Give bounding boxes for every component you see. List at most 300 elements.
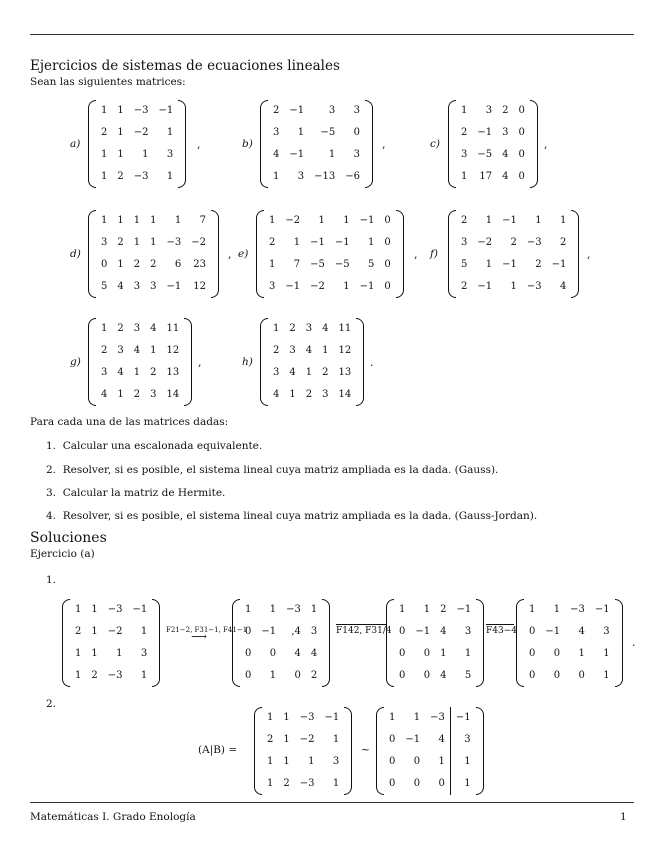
- matrix-cell: 1: [91, 648, 98, 659]
- punct-h: .: [370, 356, 374, 369]
- matrix-cell: 0: [269, 648, 277, 659]
- matrix-h: [260, 318, 364, 406]
- matrix-cell: 1: [101, 215, 108, 226]
- matrix-cell: 1: [174, 215, 182, 226]
- matrix-body: [516, 599, 623, 687]
- matrix-cell: 1: [140, 626, 148, 637]
- matrix-cell: 2: [133, 259, 141, 270]
- matrix-cell: 3: [273, 127, 280, 138]
- right-paren: [476, 599, 484, 687]
- matrix-cell: 1: [450, 751, 475, 773]
- matrix-row: [262, 751, 344, 773]
- matrix-cell: 1: [389, 712, 396, 723]
- matrix-cell: −3: [570, 604, 585, 615]
- step1-end-punct: .: [632, 636, 636, 649]
- step1-matrix-2: [386, 599, 484, 687]
- matrix-cell: 1: [269, 259, 276, 270]
- matrix-cell: 0: [518, 127, 525, 138]
- matrix-cell: 1: [91, 626, 98, 637]
- matrix-row: [268, 122, 365, 144]
- matrix-cell: 4: [440, 670, 447, 681]
- matrix-cell: −3: [107, 670, 123, 681]
- matrix-cell: 1: [332, 734, 340, 745]
- matrix-row: [240, 621, 322, 643]
- matrix-cell: 3: [603, 626, 610, 637]
- matrix-cell: 3: [461, 149, 468, 160]
- matrix-row: [96, 210, 211, 232]
- matrix-cell: 12: [166, 345, 180, 356]
- row-op-2-text: F142, F31/4: [336, 626, 392, 636]
- matrix-cell: 2: [150, 367, 157, 378]
- matrix-cell: 4: [133, 345, 141, 356]
- matrix-cell: −1: [261, 626, 277, 637]
- matrix-cell: ,4: [291, 626, 301, 637]
- matrix-cell: 1: [413, 712, 421, 723]
- matrix-body: [88, 100, 186, 188]
- matrix-cell: 4: [117, 367, 124, 378]
- matrix-cell: 1: [535, 215, 542, 226]
- matrix-cell: −2: [107, 626, 123, 637]
- matrix-cell: 1: [140, 670, 148, 681]
- matrix-cell: 1: [603, 670, 610, 681]
- matrix-cell: 0: [413, 756, 421, 767]
- matrix-row: [394, 643, 476, 665]
- step1-matrix-0: [62, 599, 160, 687]
- left-paren: [376, 707, 384, 795]
- matrix-row: [264, 276, 396, 298]
- matrix-row: [240, 599, 322, 621]
- task-num: 2.: [46, 464, 57, 476]
- matrix-cell: 11: [338, 323, 352, 334]
- matrix-cell: 2: [117, 171, 124, 182]
- matrix-table: [96, 318, 184, 406]
- matrix-row: [268, 166, 365, 188]
- matrix-cell: 13: [338, 367, 352, 378]
- label-b: b): [242, 138, 253, 150]
- matrix-cell: 3: [322, 389, 329, 400]
- row-op-3-text: F43−4: [486, 626, 517, 636]
- matrix-body: [260, 318, 364, 406]
- matrix-row: [384, 773, 476, 795]
- right-paren: [344, 707, 352, 795]
- matrix-cell: −1: [456, 604, 472, 615]
- matrix-row: [70, 621, 152, 643]
- step1-matrix-1: [232, 599, 330, 687]
- label-e: e): [238, 248, 249, 260]
- right-paren: [152, 599, 160, 687]
- matrix-cell: 1: [133, 367, 141, 378]
- matrix-cell: −1: [551, 259, 567, 270]
- matrix-cell: 3: [485, 105, 493, 116]
- matrix-body: [256, 210, 404, 298]
- matrix-row: [456, 254, 571, 276]
- matrix-b: [260, 100, 373, 188]
- matrix-cell: 0: [438, 778, 445, 789]
- matrix-table: [268, 100, 365, 188]
- matrix-cell: −1: [545, 626, 561, 637]
- matrix-cell: 0: [553, 648, 561, 659]
- matrix-cell: 3: [133, 323, 141, 334]
- matrix-cell: 2: [560, 237, 567, 248]
- footer-title: Matemáticas I. Grado Enología: [30, 811, 196, 823]
- matrix-row: [70, 599, 152, 621]
- matrix-cell: −1: [415, 626, 431, 637]
- matrix-cell: 1: [328, 149, 336, 160]
- matrix-cell: −3: [299, 778, 315, 789]
- left-paren: [232, 599, 240, 687]
- matrix-cell: 3: [140, 648, 148, 659]
- matrix-row: [96, 340, 184, 362]
- matrix-cell: 3: [461, 237, 468, 248]
- matrix-cell: 2: [283, 778, 290, 789]
- matrix-cell: 1: [245, 604, 252, 615]
- matrix-cell: 1: [560, 215, 567, 226]
- matrix-cell: 3: [289, 345, 296, 356]
- matrix-cell: −1: [359, 281, 375, 292]
- matrix-body: [448, 100, 538, 188]
- matrix-cell: −2: [191, 237, 206, 248]
- matrix-cell: 2: [117, 237, 124, 248]
- matrix-e: [256, 210, 404, 298]
- punct-a: ,: [197, 138, 201, 151]
- matrix-cell: 7: [293, 259, 301, 270]
- matrix-row: [262, 707, 344, 729]
- matrix-cell: −2: [299, 734, 315, 745]
- matrix-cell: 2: [117, 323, 124, 334]
- matrix-cell: 3: [353, 149, 360, 160]
- matrix-cell: −5: [310, 259, 325, 270]
- matrix-body: [254, 707, 352, 795]
- matrix-a: [88, 100, 186, 188]
- matrix-cell: 1: [485, 215, 493, 226]
- matrix-cell: 0: [518, 171, 525, 182]
- left-paren: [260, 318, 268, 406]
- matrix-cell: 1: [603, 648, 610, 659]
- left-paren: [256, 210, 264, 298]
- matrix-row: [456, 122, 530, 144]
- matrix-row: [268, 318, 356, 340]
- matrix-cell: 4: [294, 648, 301, 659]
- matrix-cell: 2: [461, 215, 468, 226]
- matrix-cell: −1: [405, 734, 421, 745]
- matrix-cell: 0: [529, 626, 536, 637]
- matrix-cell: 2: [305, 389, 313, 400]
- matrix-cell: 1: [269, 604, 277, 615]
- matrix-cell: −1: [289, 149, 305, 160]
- matrix-cell: 4: [310, 648, 318, 659]
- step-2-number: 2.: [46, 698, 57, 710]
- matrix-cell: 0: [101, 259, 108, 270]
- left-paren: [448, 100, 456, 188]
- matrix-table: [70, 599, 152, 687]
- matrix-cell: −3: [166, 237, 182, 248]
- matrix-cell: −5: [334, 259, 350, 270]
- matrix-cell: −3: [526, 281, 542, 292]
- punct-g: ,: [198, 356, 202, 369]
- matrix-cell: 1: [117, 389, 124, 400]
- matrix-cell: 1: [117, 149, 124, 160]
- matrix-cell: 0: [245, 670, 252, 681]
- matrix-cell: −1: [477, 127, 493, 138]
- matrix-cell: 1: [343, 215, 350, 226]
- matrix-row: [96, 232, 211, 254]
- matrix-cell: 1: [101, 105, 108, 116]
- matrix-row: [96, 166, 178, 188]
- matrix-cell: −3: [299, 712, 315, 723]
- matrix-cell: 2: [133, 389, 141, 400]
- matrix-body: [448, 210, 579, 298]
- matrix-cell: 0: [384, 237, 391, 248]
- tasks-intro: Para cada una de las matrices dadas:: [30, 416, 229, 428]
- matrix-cell: 0: [529, 670, 536, 681]
- matrix-row: [524, 643, 615, 665]
- label-f: f): [430, 248, 438, 260]
- matrix-table: [262, 707, 344, 795]
- matrix-row: [456, 144, 530, 166]
- matrix-cell: 4: [150, 323, 157, 334]
- matrix-cell: 1: [117, 259, 124, 270]
- matrix-cell: 3: [101, 367, 108, 378]
- matrix-cell: 3: [101, 237, 108, 248]
- matrix-cell: 1: [101, 323, 108, 334]
- step2-matrix-1: [376, 707, 484, 795]
- left-paren: [516, 599, 524, 687]
- matrix-cell: −1: [502, 259, 517, 270]
- matrix-cell: 1: [150, 345, 157, 356]
- matrix-cell: 1: [529, 604, 536, 615]
- matrix-cell: 1: [267, 712, 274, 723]
- right-paren: [396, 210, 404, 298]
- matrix-cell: 3: [150, 389, 157, 400]
- matrix-table: [524, 599, 615, 687]
- matrix-cell: 2: [502, 105, 509, 116]
- matrix-cell: 4: [560, 281, 567, 292]
- matrix-row: [394, 665, 476, 687]
- matrix-row: [70, 665, 152, 687]
- label-h: h): [242, 356, 253, 368]
- matrix-row: [240, 643, 322, 665]
- matrix-cell: 4: [502, 171, 509, 182]
- matrix-cell: 3: [133, 281, 141, 292]
- label-g: g): [70, 356, 81, 368]
- matrix-body: [232, 599, 330, 687]
- right-paren: [571, 210, 579, 298]
- matrix-cell: 0: [389, 778, 396, 789]
- matrix-cell: 13: [166, 367, 180, 378]
- matrix-cell: 1: [117, 127, 124, 138]
- right-paren: [322, 599, 330, 687]
- matrix-cell: 0: [384, 215, 391, 226]
- matrix-cell: 3: [273, 367, 280, 378]
- matrix-row: [456, 276, 571, 298]
- matrix-cell: 2: [461, 281, 468, 292]
- matrix-row: [524, 665, 615, 687]
- matrix-cell: 3: [310, 626, 318, 637]
- matrix-cell: −6: [345, 171, 360, 182]
- matrix-row: [456, 232, 571, 254]
- matrix-cell: 0: [423, 648, 431, 659]
- matrix-cell: 1: [305, 367, 313, 378]
- matrix-cell: 1: [273, 323, 280, 334]
- task-item: [46, 487, 225, 499]
- matrix-row: [96, 254, 211, 276]
- matrix-cell: 0: [399, 626, 406, 637]
- task-item: [46, 464, 498, 476]
- matrix-row: [262, 729, 344, 751]
- matrix-cell: 2: [101, 127, 108, 138]
- right-paren: [476, 707, 484, 795]
- left-paren: [62, 599, 70, 687]
- matrix-cell: 4: [322, 323, 329, 334]
- matrix-cell: 17: [479, 171, 493, 182]
- right-paren: [178, 100, 186, 188]
- matrix-f: [448, 210, 579, 298]
- matrix-cell: 12: [193, 281, 206, 292]
- matrix-cell: 1: [578, 648, 585, 659]
- punct-f: ,: [587, 248, 591, 261]
- matrix-row: [268, 384, 356, 406]
- matrix-cell: −2: [310, 281, 325, 292]
- matrix-cell: 0: [245, 626, 252, 637]
- matrix-row: [96, 362, 184, 384]
- matrix-body: [386, 599, 484, 687]
- right-paren: [356, 318, 364, 406]
- matrix-cell: −5: [320, 127, 336, 138]
- matrix-cell: −1: [132, 604, 148, 615]
- matrix-cell: −3: [107, 604, 123, 615]
- matrix-row: [96, 144, 178, 166]
- matrix-row: [456, 166, 530, 188]
- matrix-cell: −1: [285, 281, 301, 292]
- matrix-cell: −3: [430, 712, 445, 723]
- right-paren: [184, 318, 192, 406]
- matrix-row: [394, 599, 476, 621]
- left-paren: [88, 100, 96, 188]
- matrix-cell: −1: [502, 215, 517, 226]
- matrix-cell: 0: [389, 756, 396, 767]
- matrix-cell: 5: [101, 281, 108, 292]
- matrix-row: [264, 232, 396, 254]
- left-paren: [386, 599, 394, 687]
- matrix-cell: 1: [289, 389, 296, 400]
- matrix-cell: 0: [518, 105, 525, 116]
- matrix-cell: 3: [166, 149, 174, 160]
- step2-matrix-0: [254, 707, 352, 795]
- punct-e: ,: [414, 248, 418, 261]
- matrix-cell: 1: [150, 215, 157, 226]
- matrix-cell: 0: [399, 648, 406, 659]
- matrix-table: [394, 599, 476, 687]
- matrix-row: [96, 100, 178, 122]
- matrix-cell: −1: [158, 105, 174, 116]
- matrix-cell: 1: [450, 773, 475, 795]
- page-title: Ejercicios de sistemas de ecuaciones lineales: [30, 58, 340, 74]
- task-text: Resolver, si es posible, el sistema lineal cuya matriz ampliada es la dada. (Gauss).: [62, 464, 499, 476]
- matrix-cell: −1: [166, 281, 182, 292]
- task-item: [46, 440, 262, 452]
- matrix-cell: 1: [553, 604, 561, 615]
- matrix-table: [456, 100, 530, 188]
- matrix-table: [384, 707, 476, 795]
- matrix-cell: 0: [423, 670, 431, 681]
- top-rule: [30, 34, 634, 35]
- matrix-cell: 1: [461, 171, 468, 182]
- matrix-row: [264, 254, 396, 276]
- matrix-cell: 4: [273, 389, 280, 400]
- matrix-cell: 14: [166, 389, 180, 400]
- matrix-row: [268, 340, 356, 362]
- matrix-cell: 1: [75, 648, 82, 659]
- matrix-row: [96, 384, 184, 406]
- matrix-cell: 0: [553, 670, 561, 681]
- matrix-table: [96, 100, 178, 188]
- matrix-cell: −1: [594, 604, 610, 615]
- matrix-cell: 2: [273, 105, 280, 116]
- matrix-cell: −1: [310, 237, 325, 248]
- matrix-cell: 3: [305, 323, 313, 334]
- matrix-cell: 3: [328, 105, 336, 116]
- matrix-cell: 0: [384, 281, 391, 292]
- exercise-label: Ejercicio (a): [30, 548, 95, 560]
- arrow-icon: ⟶: [191, 630, 207, 644]
- matrix-body: [88, 210, 219, 298]
- matrix-cell: 1: [117, 105, 124, 116]
- matrix-cell: 3: [269, 281, 276, 292]
- matrix-cell: 2: [150, 259, 157, 270]
- step-1-number: 1.: [46, 574, 57, 586]
- matrix-row: [268, 362, 356, 384]
- equivalent-symbol: ∼: [361, 744, 370, 756]
- matrix-cell: 12: [338, 345, 352, 356]
- matrix-cell: 0: [389, 734, 396, 745]
- matrix-cell: −1: [450, 707, 475, 729]
- matrix-cell: 2: [273, 345, 280, 356]
- matrix-table: [456, 210, 571, 298]
- matrix-cell: 1: [485, 259, 493, 270]
- matrix-row: [96, 122, 178, 144]
- matrix-cell: 3: [117, 345, 124, 356]
- matrix-cell: 4: [438, 734, 445, 745]
- matrix-row: [268, 144, 365, 166]
- matrix-cell: 0: [413, 778, 421, 789]
- matrix-c: [448, 100, 538, 188]
- matrix-cell: 2: [75, 626, 82, 637]
- left-paren: [88, 318, 96, 406]
- matrix-cell: 3: [297, 171, 305, 182]
- matrix-cell: 5: [368, 259, 375, 270]
- right-paren: [365, 100, 373, 188]
- matrix-row: [70, 643, 152, 665]
- matrix-row: [394, 621, 476, 643]
- matrix-row: [96, 276, 211, 298]
- matrix-row: [456, 100, 530, 122]
- matrix-cell: 11: [166, 323, 180, 334]
- matrix-cell: 1: [117, 215, 124, 226]
- matrix-cell: 1: [269, 215, 276, 226]
- matrix-row: [96, 318, 184, 340]
- matrix-cell: 1: [267, 756, 274, 767]
- matrix-cell: 1: [133, 215, 141, 226]
- label-a: a): [70, 138, 81, 150]
- matrix-cell: 1: [368, 237, 375, 248]
- label-d: d): [70, 248, 81, 260]
- matrix-cell: 1: [399, 604, 406, 615]
- matrix-cell: 3: [502, 127, 509, 138]
- matrix-cell: −2: [133, 127, 149, 138]
- matrix-cell: 1: [293, 237, 301, 248]
- matrix-row: [456, 210, 571, 232]
- matrix-cell: 5: [461, 259, 468, 270]
